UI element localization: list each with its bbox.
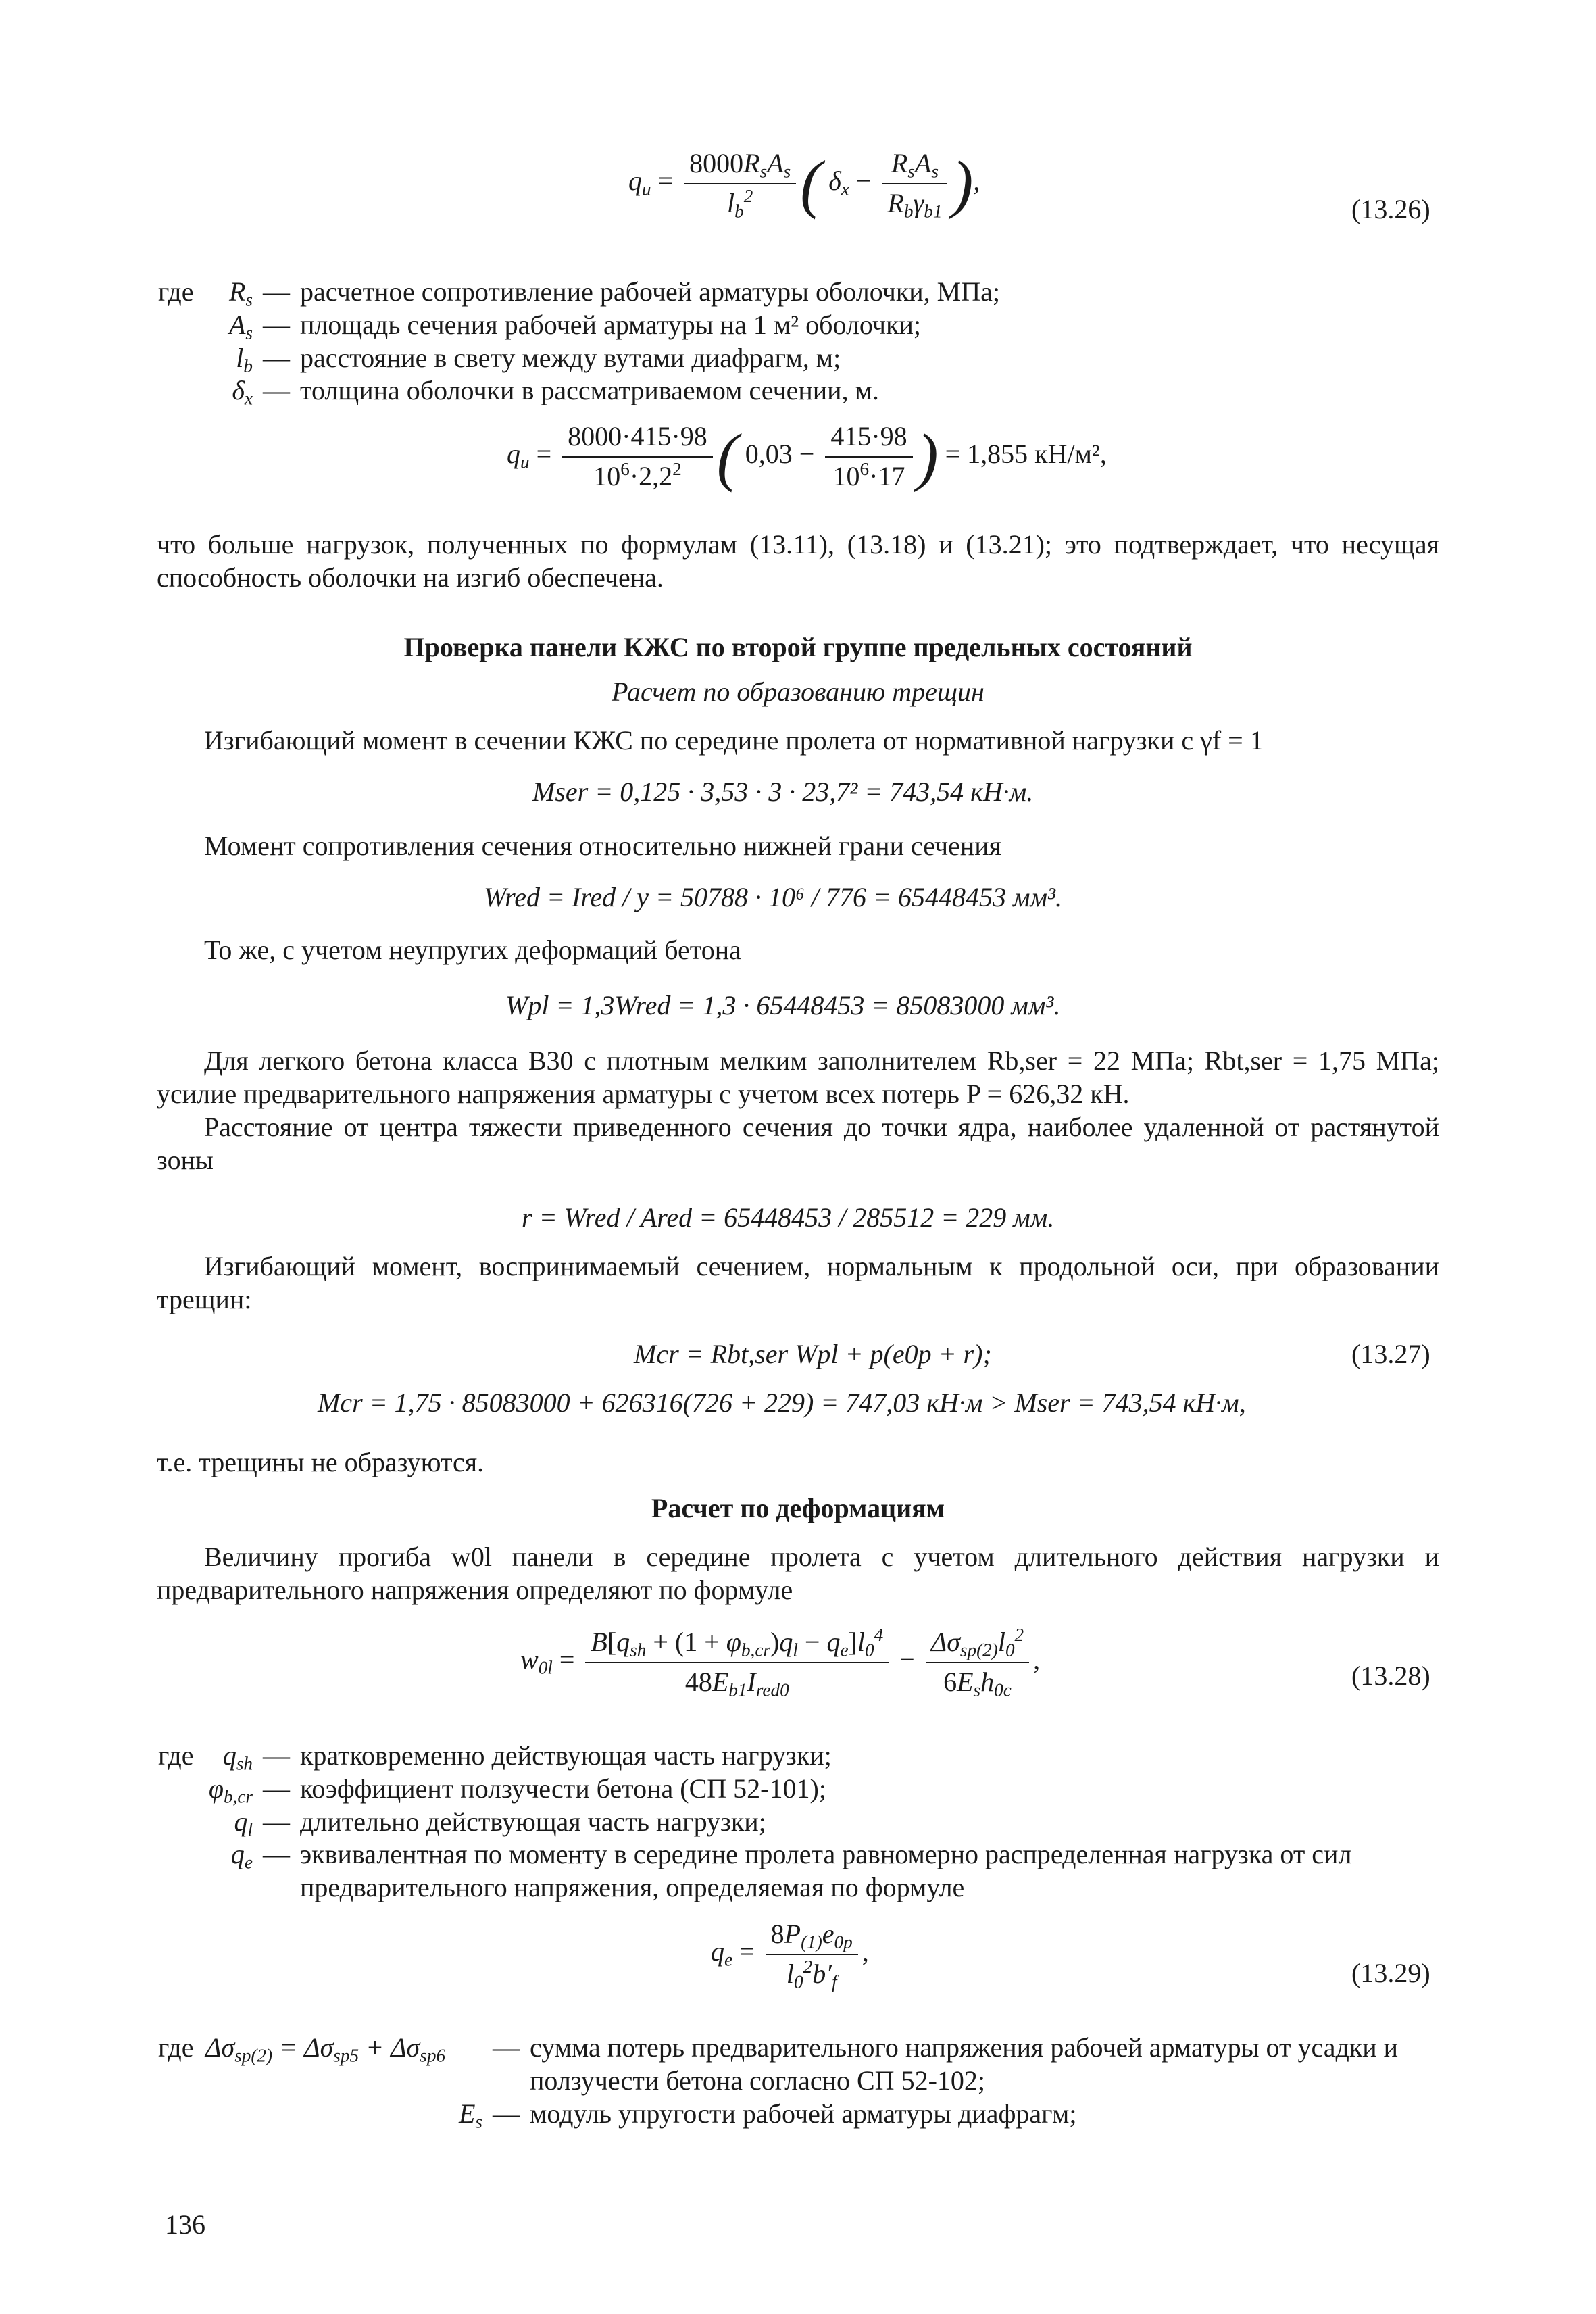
definition-row: $q_e$ — эквивалентная по моменту в середине пролета равномерно распределенная нагрузка от сил предварительного напряжения, определяемая по формуле [158,1838,1442,1904]
definition-text: коэффициент ползучести бетона (СП 52-101); [300,1773,826,1804]
definition-symbol: $A_s$ [228,309,253,343]
definition-row: $\varphi_{b,cr}$ — коэффициент ползучести бетона (СП 52-101); [158,1773,1442,1806]
definition-text: модуль упругости рабочей арматуры диафрагм; [530,2098,1077,2129]
paragraph: что больше нагрузок, полученных по формулам (13.11), (13.18) и (13.21); это подтверждает, что несущая способность оболочки на изгиб обеспечена. [157,529,1439,593]
paragraph: Для легкого бетона класса В30 с плотным мелким заполнителем Rb,ser = 22 МПа; Rbt,ser = 1,75 МПа; усилие предварительного напряжения арматуры с учетом всех потерь P = 626,32 кН. [157,1045,1439,1109]
paragraph: Изгибающий момент, воспринимаемый сечением, нормальным к продольной оси, при образовании трещин: [157,1251,1439,1314]
qu-result: = 1,855 кН/м², [945,438,1107,469]
definition-symbol: $\delta_x$ [232,375,253,409]
equation-number: (13.29) [1351,1958,1430,1988]
formula-qu-numeric: $q_u$ = $\frac{8000\cdot 415\cdot 98}{10^6\cdot 2,2^2}$ ( 0,03 − $\frac{415\cdot 98}{10^6\cdot 17}$ ) = 1,855 кН/м², [507,420,1107,493]
where-label: где [158,2032,194,2063]
formula-mser: Mser = 0,125 · 3,53 · 3 · 23,7² = 743,54 кН·м. [532,777,1034,807]
definition-text: кратковременно действующая часть нагрузки; [300,1740,832,1771]
definition-row: $q_l$ — длительно действующая часть нагрузки; [158,1806,1442,1839]
definition-symbol: $l_b$ [236,342,253,376]
definition-symbol: $q_l$ [234,1806,253,1840]
variable-definitions-1 [158,276,1442,408]
formula-wpl: Wpl = 1,3Wred = 1,3 · 65448453 = 85083000 мм³. [505,990,1061,1020]
definition-row: $\delta_x$ — толщина оболочки в рассматриваемом сечении, м. [158,374,1442,408]
definition-symbol: $R_s$ [228,276,253,310]
variable-definitions-2 [158,1740,1442,1904]
paragraph: Расстояние от центра тяжести приведенного сечения до точки ядра, наиболее удаленной от растянутой зоны [157,1112,1439,1175]
paragraph: То же, с учетом неупругих деформаций бетона [204,935,741,965]
formula-13-28: $w_{0l}$ = $\frac{B[q_{sh} + (1 + \varphi_{b,cr})q_l - q_e]l_0^4}{48E_{b1}I_{red0}}$ − $\frac{\Delta\sigma_{sp(2)}l_0^2}{6E_sh_{0c}}$ , [520,1625,1041,1700]
variable-definitions-3 [158,2032,1442,2130]
definition-row: $l_b$ — расстояние в свету между вутами диафрагм, м; [158,342,1442,375]
formula-wred: Wred = Ired / y = 50788 · 10⁶ / 776 = 65448453 мм³. [484,882,1063,912]
definition-text: эквивалентная по моменту в середине пролета равномерно распределенная нагрузка от сил предварительного напряжения, определяемая по формуле [300,1839,1352,1903]
definition-text: площадь сечения рабочей арматуры на 1 м² оболочки; [300,309,921,340]
definition-symbol: $\varphi_{b,cr}$ [208,1773,253,1807]
paragraph: т.е. трещины не образуются. [157,1447,484,1477]
definition-symbol: $q_{sh}$ [222,1740,253,1774]
equation-number: (13.26) [1351,194,1430,224]
equation-number: (13.28) [1351,1660,1430,1691]
definition-row: где $q_{sh}$ — кратковременно действующая часть нагрузки; [158,1740,832,1774]
definition-text: толщина оболочки в рассматриваемом сечении, м. [300,375,879,406]
where-label: где [158,276,194,307]
formula-mcr-numeric: Mcr = 1,75 · 85083000 + 626316(726 + 229) = 747,03 кН·м > Mser = 743,54 кН·м, [318,1387,1246,1418]
equation-number: (13.27) [1351,1339,1430,1369]
definition-row: где $R_s$ — расчетное сопротивление рабочей арматуры оболочки, МПа; [158,276,1000,310]
section-heading: Проверка панели КЖС по второй группе предельных состояний [403,632,1193,662]
formula-13-29: $q_e$ = $\frac{8P_{(1)}e_{0p}}{l_0^2b'_f}$ , [711,1919,869,1992]
definition-text: длительно действующая часть нагрузки; [300,1806,766,1837]
definition-row: $A_s$ — площадь сечения рабочей арматуры на 1 м² оболочки; [158,309,1442,342]
definition-text: расстояние в свету между вутами диафрагм, м; [300,342,841,373]
page-number: 136 [165,2209,205,2240]
definition-text: расчетное сопротивление рабочей арматуры оболочки, МПа; [300,276,1000,307]
formula-13-27: Mcr = Rbt,ser Wpl + p(e0p + r); [634,1339,992,1369]
paragraph: Изгибающий момент в сечении КЖС по середине пролета от нормативной нагрузки с γf = 1 [204,725,1264,756]
definition-row: $E_s$ — модуль упругости рабочей арматуры диафрагм; [158,2098,1442,2131]
definition-text: сумма потерь предварительного напряжения рабочей арматуры от усадки и ползучести бетона согласно СП 52-102; [530,2032,1399,2096]
definition-symbol: $E_s$ [458,2098,482,2132]
definition-symbol: $q_e$ [230,1839,253,1873]
definition-symbol: $\Delta\sigma_{sp(2)} = \Delta\sigma_{sp5} + \Delta\sigma_{sp6}$ [205,2032,446,2066]
formula-13-26: $q_u$ = $\frac{8000R_sA_s}{l_b^2}$ ( $\delta_x$ − $\frac{R_sA_s}{R_b\gamma_{b1}}$ ), [628,147,980,222]
section-heading: Расчет по деформациям [651,1493,945,1523]
where-label: где [158,1740,194,1771]
subsection-heading: Расчет по образованию трещин [612,676,984,707]
definition-row: где $\Delta\sigma_{sp(2)} = \Delta\sigma_{sp5} + \Delta\sigma_{sp6}$ — сумма потерь предварительного напряжения рабочей арматуры от усадки и ползучести бетона согласно СП 52-102; [158,2032,1442,2098]
formula-r: r = Wred / Ared = 65448453 / 285512 = 229 мм. [522,1202,1055,1233]
paragraph: Момент сопротивления сечения относительно нижней грани сечения [204,831,1002,861]
paragraph: Величину прогиба w0l панели в середине пролета с учетом длительного действия нагрузки и предварительного напряжения определяют по формуле [157,1542,1439,1605]
